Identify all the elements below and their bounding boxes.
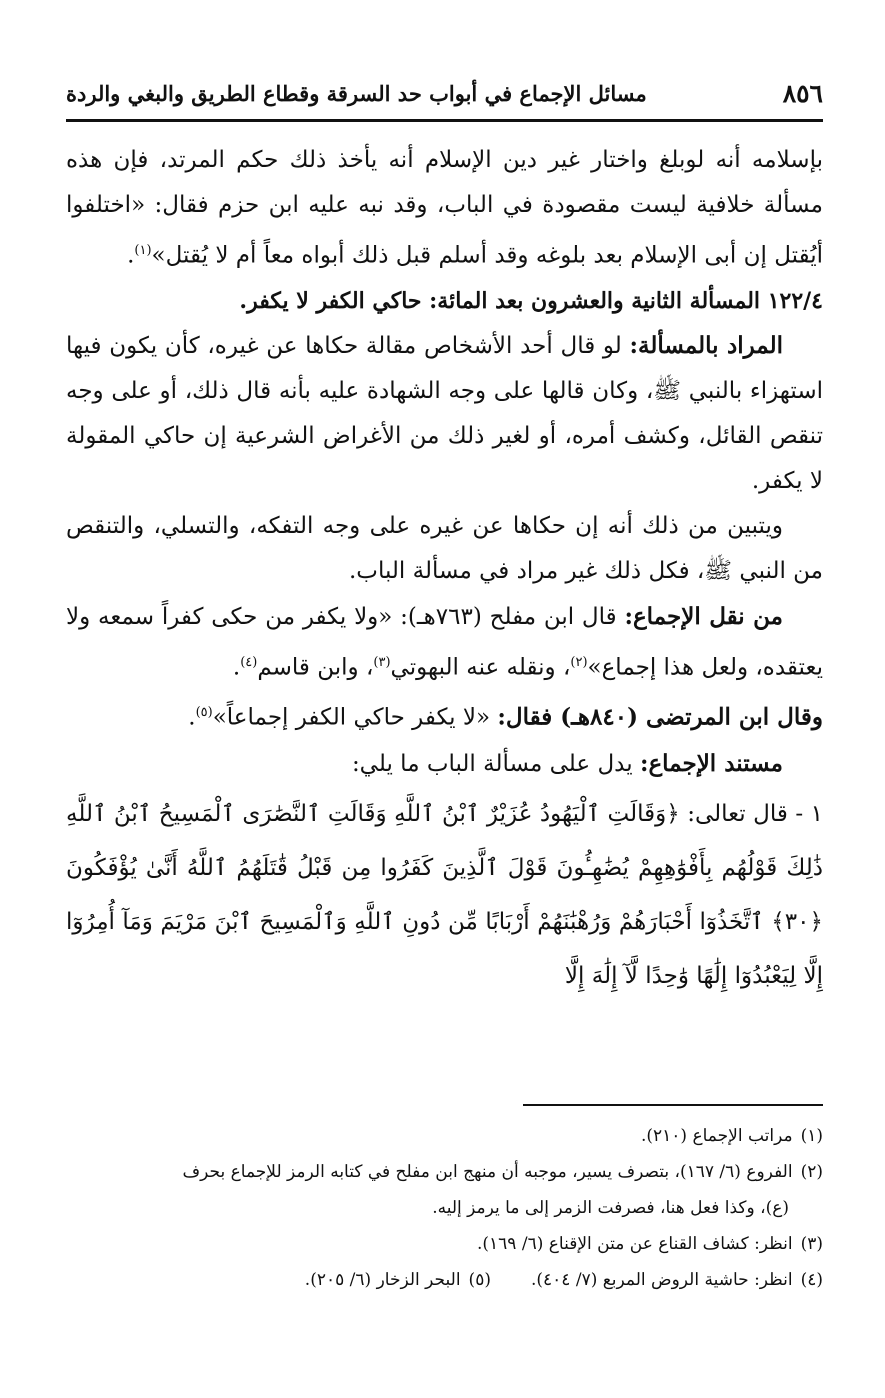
footnote-ref: (١) (134, 243, 152, 258)
footnote-3: (٣)انظر: كشاف القناع عن متن الإقناع (٦/ ١٦٩). (477, 1234, 823, 1254)
paragraph-murad: المراد بالمسألة: لو قال أحد الأشخاص مقالة حكاها عن غيره، كأن يكون فيها استهزاء بالنبي ﷺ، وكان قالها على وجه الشهادة عليه بأنه قال ذلك، أو على وجه تنقص القائل، وكشف أمره، أو لغير ذلك من الأغراض الشرعية إن حاكي المقولة لا يكفر. (66, 331, 823, 494)
paragraph-mustanad: مستند الإجماع: يدل على مسألة الباب ما يلي: (351, 749, 783, 777)
footnote-ref: (٤) (240, 654, 258, 670)
footnote-2-continuation: (ع)، وكذا فعل هنا، فصرفت الزمر إلى ما يرمز إليه. (432, 1198, 789, 1218)
quran-verse: ١ - قال تعالى: ﴿وَقَالَتِ ٱلْيَهُودُ عُزَيْرٌ ٱبْنُ ٱللَّهِ وَقَالَتِ ٱلنَّصَٰرَى ٱلْمَسِيحُ ٱبْنُ ٱللَّهِ ذَٰلِكَ قَوْلُهُم بِأَفْوَٰهِهِمْ يُضَٰهِـُٔونَ قَوْلَ ٱلَّذِينَ كَفَرُوا مِن قَبْلُ قَٰتَلَهُمُ ٱللَّهُ أَنَّىٰ يُؤْفَكُونَ ﴿٣٠﴾ ٱتَّخَذُوٓا أَحْبَارَهُمْ وَرُهْبَٰنَهُمْ أَرْبَابًا مِّن دُونِ ٱللَّهِ وَٱلْمَسِيحَ ٱبْنَ مَرْيَمَ وَمَآ أُمِرُوٓا إِلَّا لِيَعْبُدُوٓا إِلَٰهًا وَٰحِدًا لَّآ إِلَٰهَ إِلَّا (66, 800, 823, 989)
header-rule (66, 119, 823, 122)
footnotes (66, 1118, 823, 1298)
footnote-4: (٤)انظر: حاشية الروض المربع (٧/ ٤٠٤). (530, 1270, 823, 1290)
lead-label: من نقل الإجماع: (624, 602, 784, 630)
lead-label: مستند الإجماع: (639, 749, 783, 777)
main-text (66, 138, 823, 1003)
paragraph-continuation: بإسلامه أنه لوبلغ واختار غير دين الإسلام أنه يأخذ ذلك حكم المرتد، فإن هذه مسألة خلافية ليست مقصودة في الباب، وقد نبه عليه ابن حزم فقال: «اختلفوا أيُقتل إن أبى الإسلام بعد بلوغه وقد أسلم قبل ذلك أبواه معاً أم لا يُقتل»$^{(١)}$. (66, 147, 823, 269)
footnote-2: (٢)الفروع (٦/ ١٦٧)، بتصرف يسير، موجبه أن منهج ابن مفلح في كتابه الرمز للإجماع بحرف (182, 1162, 823, 1182)
footnote-ref: (٣) (373, 654, 391, 670)
running-header (66, 72, 823, 114)
footnote-5: (٥)البحر الزخار (٦/ ٢٠٥). (304, 1270, 491, 1290)
footnote-ref: (٢) (570, 654, 588, 670)
running-title: مسائل الإجماع في أبواب حد السرقة وقطاع الطريق والبغي والردة (66, 80, 647, 106)
lead-label: المراد بالمسألة: (629, 331, 783, 359)
footnote-1: (١)مراتب الإجماع (٢١٠). (640, 1126, 823, 1146)
footnote-ref: (٥) (195, 705, 213, 721)
issue-heading: ١٢٢/٤ المسألة الثانية والعشرون بعد المائة: حاكي الكفر لا يكفر. (239, 287, 823, 314)
paragraph-clarification: ويتبين من ذلك أنه إن حكاها عن غيره على وجه التفكه، والتسلي، والتنقص من النبي ﷺ، فكل ذلك غير مراد في مسألة الباب. (66, 512, 823, 584)
lead-label: وقال ابن المرتضى (٨٤٠هـ) فقال: (497, 703, 823, 731)
paragraph-murtada: وقال ابن المرتضى (٨٤٠هـ) فقال: «لا يكفر حاكي الكفر إجماعاً»$^{(٥)}$. (188, 703, 823, 731)
paragraph-naql: من نقل الإجماع: قال ابن مفلح (٧٦٣هـ): «ولا يكفر من حكى كفراً سمعه ولا يعتقده، ولعل هذا إجماع»$^{(٢)}$، ونقله عنه البهوتي$^{(٣)}$، وابن قاسم$^{(٤)}$. (66, 602, 823, 681)
footnote-rule (523, 1104, 823, 1106)
page-number: ٨٥٦ (782, 78, 823, 108)
footnote-4-5 (66, 1262, 823, 1298)
quran-text: ﴿وَقَالَتِ ٱلْيَهُودُ عُزَيْرٌ ٱبْنُ ٱللَّهِ وَقَالَتِ ٱلنَّصَٰرَى ٱلْمَسِيحُ ٱبْنُ ٱللَّهِ ذَٰلِكَ قَوْلُهُم بِأَفْوَٰهِهِمْ يُضَٰهِـُٔونَ قَوْلَ ٱلَّذِينَ كَفَرُوا مِن قَبْلُ قَٰتَلَهُمُ ٱللَّهُ أَنَّىٰ يُؤْفَكُونَ ﴿٣٠﴾ ٱتَّخَذُوٓا أَحْبَارَهُمْ وَرُهْبَٰنَهُمْ أَرْبَابًا مِّن دُونِ ٱللَّهِ وَٱلْمَسِيحَ ٱبْنَ مَرْيَمَ وَمَآ أُمِرُوٓا إِلَّا لِيَعْبُدُوٓا إِلَٰهًا وَٰحِدًا لَّآ إِلَٰهَ إِلَّا (66, 800, 823, 989)
